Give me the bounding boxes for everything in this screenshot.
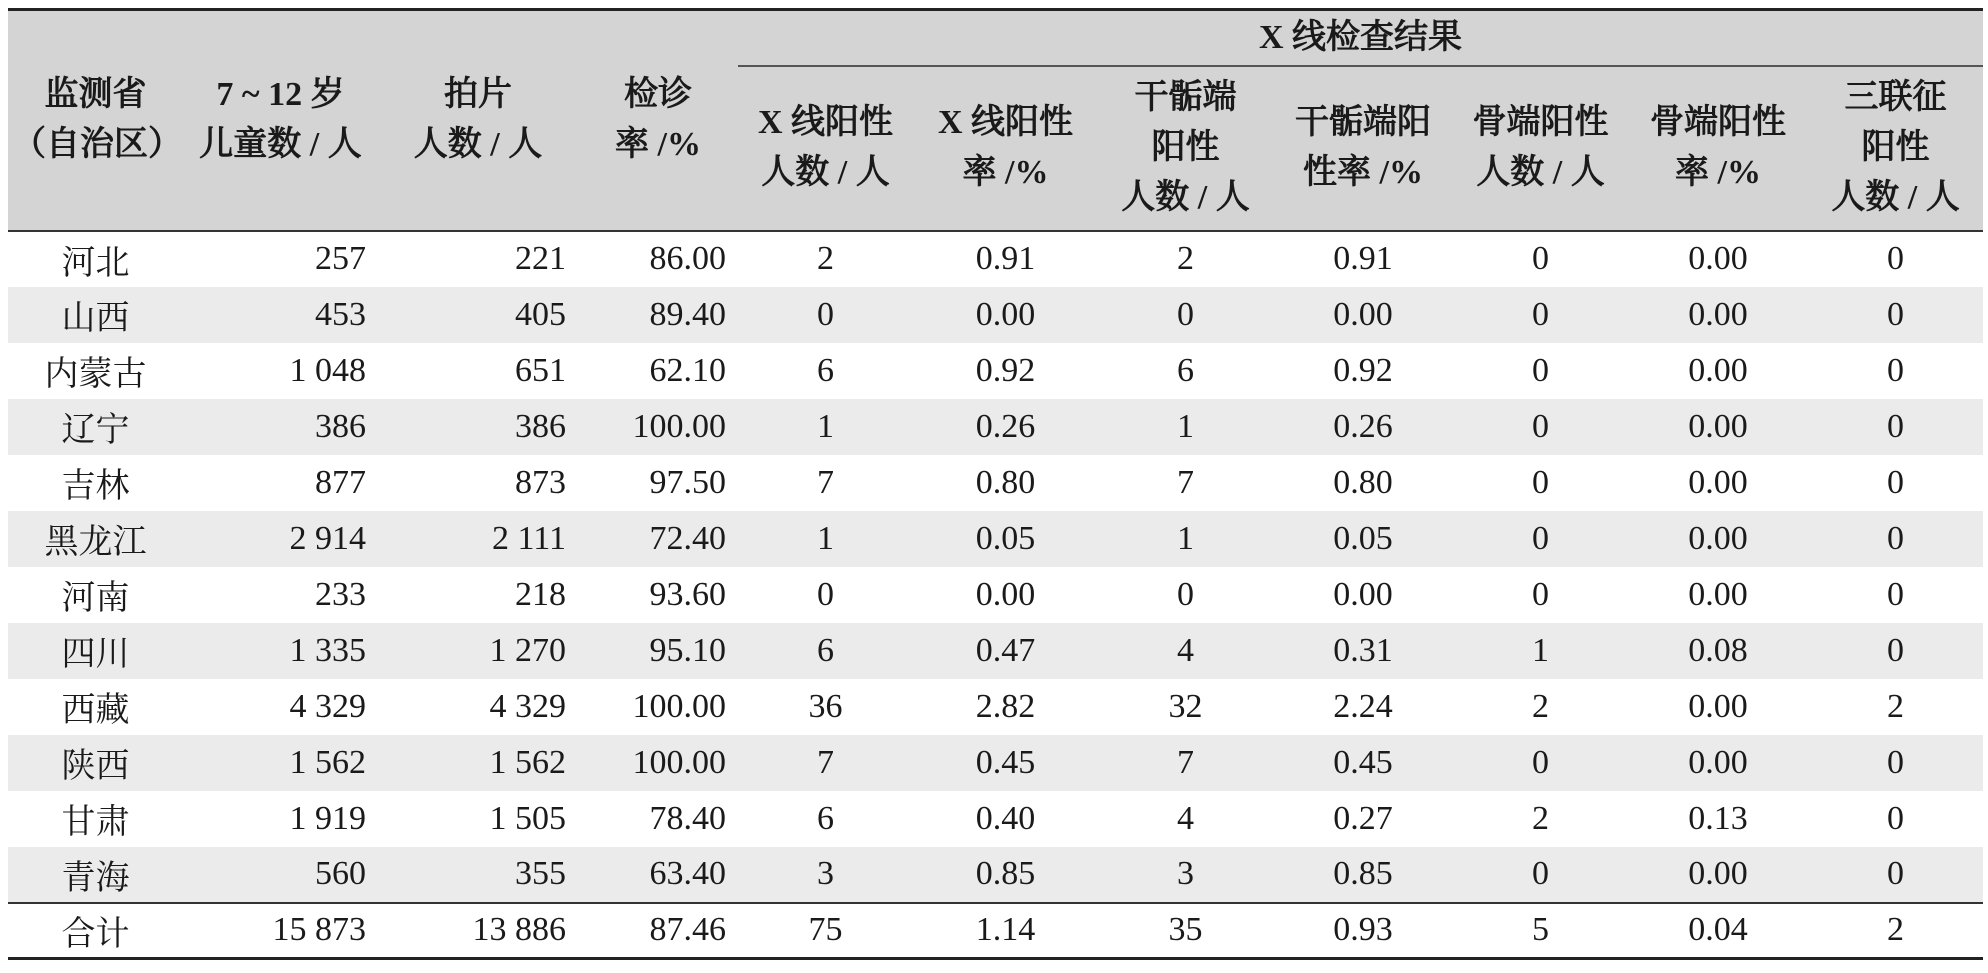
cell-triad-pos-count: 0 <box>1887 240 1905 277</box>
cell-children: 233 <box>315 575 366 613</box>
cell-exam-rate: 100.00 <box>578 399 738 455</box>
cell-bone-end-pos-count: 2 <box>1532 799 1549 837</box>
cell-bone-end-pos-rate: 0.13 <box>1688 799 1748 837</box>
cell-children: 877 <box>315 463 366 501</box>
cell-metaphysis-pos-count: 35 <box>1098 903 1273 959</box>
cell-metaphysis-pos-rate: 0.85 <box>1273 847 1453 903</box>
cell-metaphysis-pos-rate: 2.24 <box>1333 687 1393 725</box>
cell-bone-end-pos-rate: 0.00 <box>1688 687 1748 725</box>
cell-metaphysis-pos-rate: 0.27 <box>1333 799 1393 837</box>
cell-province: 辽宁 <box>8 399 183 455</box>
xray-results-table <box>8 8 1983 960</box>
cell-bone-end-pos-rate: 0.08 <box>1628 623 1808 679</box>
cell-filmed: 873 <box>515 463 566 501</box>
header-triad-pos-count: 三联征 阳性 人数 / 人 <box>1808 66 1983 231</box>
cell-bone-end-pos-count: 0 <box>1453 735 1628 791</box>
cell-children: 4 329 <box>289 687 366 725</box>
cell-xray-pos-rate: 0.92 <box>975 351 1036 389</box>
cell-children: 453 <box>183 287 378 343</box>
cell-bone-end-pos-rate: 0.00 <box>1628 399 1808 455</box>
cell-xray-pos-count: 36 <box>808 687 843 725</box>
header-xray-pos-rate: X 线阳性 率 /% <box>913 66 1098 231</box>
cell-exam-rate: 62.10 <box>649 351 726 389</box>
header-province: 监测省 （自治区） <box>8 10 183 231</box>
cell-xray-pos-count: 7 <box>817 463 834 501</box>
cell-exam-rate: 86.00 <box>649 240 726 277</box>
cell-xray-pos-count: 75 <box>738 903 913 959</box>
cell-bone-end-pos-count: 0 <box>1532 240 1549 277</box>
cell-filmed: 651 <box>515 351 566 389</box>
cell-bone-end-pos-count: 1 <box>1453 623 1628 679</box>
cell-bone-end-pos-rate: 0.00 <box>1628 511 1808 567</box>
cell-xray-pos-count: 0 <box>817 575 834 613</box>
cell-exam-rate: 78.40 <box>649 799 726 837</box>
cell-exam-rate: 97.50 <box>649 463 726 501</box>
cell-metaphysis-pos-count: 32 <box>1168 687 1203 725</box>
cell-children: 257 <box>315 240 366 277</box>
header-metaphysis-pos-rate: 干骺端阳 性率 /% <box>1273 66 1453 231</box>
cell-bone-end-pos-count: 0 <box>1532 463 1549 501</box>
cell-exam-rate: 100.00 <box>632 687 726 725</box>
cell-exam-rate: 63.40 <box>578 847 738 903</box>
cell-triad-pos-count: 0 <box>1808 511 1983 567</box>
table-row <box>8 567 1983 623</box>
cell-triad-pos-count: 0 <box>1808 735 1983 791</box>
cell-filmed: 218 <box>515 575 566 613</box>
cell-province: 青海 <box>8 847 183 903</box>
header-exam-rate: 检诊 率 /% <box>578 10 738 231</box>
cell-xray-pos-count: 6 <box>738 623 913 679</box>
cell-xray-pos-rate: 0.00 <box>913 287 1098 343</box>
cell-filmed: 355 <box>378 847 578 903</box>
cell-filmed: 4 329 <box>489 687 566 725</box>
cell-triad-pos-count: 0 <box>1808 623 1983 679</box>
cell-metaphysis-pos-rate: 0.00 <box>1333 575 1393 613</box>
cell-metaphysis-pos-count: 0 <box>1177 575 1194 613</box>
table-body <box>8 231 1983 959</box>
cell-triad-pos-count: 0 <box>1808 399 1983 455</box>
cell-metaphysis-pos-rate: 0.91 <box>1333 240 1393 277</box>
header-xray-pos-count: X 线阳性 人数 / 人 <box>738 66 913 231</box>
cell-bone-end-pos-count: 0 <box>1453 287 1628 343</box>
table-row <box>8 623 1983 679</box>
cell-filmed: 1 505 <box>489 799 566 837</box>
cell-province: 内蒙古 <box>44 356 147 393</box>
cell-xray-pos-count: 3 <box>738 847 913 903</box>
cell-exam-rate: 95.10 <box>578 623 738 679</box>
cell-xray-pos-count: 1 <box>738 511 913 567</box>
cell-children: 560 <box>183 847 378 903</box>
cell-xray-pos-count: 6 <box>817 351 834 389</box>
cell-province: 陕西 <box>8 735 183 791</box>
cell-triad-pos-count: 2 <box>1887 687 1905 725</box>
cell-province: 河南 <box>61 580 130 617</box>
cell-province: 西藏 <box>61 692 130 729</box>
table-row <box>8 735 1983 791</box>
cell-metaphysis-pos-rate: 0.80 <box>1333 463 1393 501</box>
cell-exam-rate: 87.46 <box>578 903 738 959</box>
cell-province: 河北 <box>61 244 130 282</box>
table-row <box>8 847 1983 903</box>
cell-metaphysis-pos-rate: 0.92 <box>1333 351 1393 389</box>
table-row <box>8 343 1983 399</box>
table-row <box>8 791 1983 847</box>
cell-xray-pos-count: 0 <box>738 287 913 343</box>
cell-metaphysis-pos-rate: 0.93 <box>1273 903 1453 959</box>
cell-metaphysis-pos-count: 0 <box>1098 287 1273 343</box>
cell-xray-pos-count: 6 <box>817 799 834 837</box>
cell-province: 吉林 <box>61 468 130 505</box>
cell-exam-rate: 72.40 <box>578 511 738 567</box>
cell-bone-end-pos-count: 0 <box>1453 511 1628 567</box>
cell-bone-end-pos-rate: 0.00 <box>1688 351 1748 389</box>
cell-xray-pos-rate: 2.82 <box>975 687 1036 725</box>
cell-metaphysis-pos-count: 4 <box>1177 799 1194 837</box>
cell-bone-end-pos-rate: 0.00 <box>1688 463 1748 501</box>
cell-bone-end-pos-count: 0 <box>1532 351 1549 389</box>
cell-children: 15 873 <box>183 903 378 959</box>
cell-filmed: 13 886 <box>378 903 578 959</box>
cell-triad-pos-count: 0 <box>1808 287 1983 343</box>
cell-bone-end-pos-rate: 0.00 <box>1688 575 1748 613</box>
cell-bone-end-pos-count: 0 <box>1453 847 1628 903</box>
cell-filmed: 405 <box>378 287 578 343</box>
table-row <box>8 511 1983 567</box>
data-table-container <box>8 8 1983 960</box>
table-row <box>8 287 1983 343</box>
cell-province: 四川 <box>8 623 183 679</box>
cell-metaphysis-pos-rate: 0.00 <box>1273 287 1453 343</box>
cell-exam-rate: 93.60 <box>649 575 726 613</box>
cell-xray-pos-rate: 0.45 <box>913 735 1098 791</box>
cell-filmed: 1 270 <box>378 623 578 679</box>
cell-children: 1 562 <box>183 735 378 791</box>
cell-xray-pos-rate: 1.14 <box>913 903 1098 959</box>
cell-xray-pos-rate: 0.00 <box>975 575 1036 613</box>
cell-metaphysis-pos-count: 7 <box>1098 735 1273 791</box>
cell-metaphysis-pos-rate: 0.05 <box>1273 511 1453 567</box>
cell-bone-end-pos-count: 0 <box>1532 575 1549 613</box>
cell-metaphysis-pos-count: 1 <box>1098 511 1273 567</box>
cell-bone-end-pos-count: 2 <box>1532 687 1549 725</box>
cell-province: 山西 <box>8 287 183 343</box>
header-bone-end-pos-count: 骨端阳性 人数 / 人 <box>1453 66 1628 231</box>
cell-xray-pos-rate: 0.80 <box>975 463 1036 501</box>
cell-xray-pos-rate: 0.85 <box>913 847 1098 903</box>
cell-children: 1 919 <box>289 799 366 837</box>
cell-xray-pos-rate: 0.05 <box>913 511 1098 567</box>
cell-exam-rate: 100.00 <box>578 735 738 791</box>
table-row <box>8 399 1983 455</box>
cell-metaphysis-pos-rate: 0.26 <box>1273 399 1453 455</box>
cell-exam-rate: 89.40 <box>578 287 738 343</box>
cell-triad-pos-count: 0 <box>1887 799 1905 837</box>
cell-metaphysis-pos-rate: 0.45 <box>1273 735 1453 791</box>
cell-metaphysis-pos-count: 2 <box>1177 240 1194 277</box>
cell-triad-pos-count: 2 <box>1808 903 1983 959</box>
table-row-total <box>8 903 1983 959</box>
cell-filmed: 1 562 <box>378 735 578 791</box>
header-bone-end-pos-rate: 骨端阳性 率 /% <box>1628 66 1808 231</box>
cell-triad-pos-count: 0 <box>1808 847 1983 903</box>
cell-filmed: 2 111 <box>378 511 578 567</box>
cell-bone-end-pos-count: 0 <box>1453 399 1628 455</box>
cell-metaphysis-pos-count: 1 <box>1098 399 1273 455</box>
cell-metaphysis-pos-count: 7 <box>1177 463 1194 501</box>
cell-triad-pos-count: 0 <box>1887 463 1905 501</box>
cell-filmed: 386 <box>378 399 578 455</box>
header-filmed: 拍片 人数 / 人 <box>378 10 578 231</box>
cell-xray-pos-rate: 0.91 <box>975 240 1036 277</box>
cell-bone-end-pos-rate: 0.00 <box>1628 735 1808 791</box>
header-children: 7 ~ 12 岁 儿童数 / 人 <box>183 10 378 231</box>
cell-metaphysis-pos-count: 6 <box>1177 351 1194 389</box>
cell-children: 386 <box>183 399 378 455</box>
cell-bone-end-pos-rate: 0.04 <box>1628 903 1808 959</box>
cell-metaphysis-pos-count: 3 <box>1098 847 1273 903</box>
cell-xray-pos-rate: 0.26 <box>913 399 1098 455</box>
table-row <box>8 231 1983 287</box>
cell-bone-end-pos-count: 5 <box>1453 903 1628 959</box>
cell-bone-end-pos-rate: 0.00 <box>1688 240 1748 277</box>
cell-xray-pos-rate: 0.40 <box>975 799 1036 837</box>
cell-xray-pos-rate: 0.47 <box>913 623 1098 679</box>
cell-triad-pos-count: 0 <box>1887 351 1905 389</box>
cell-triad-pos-count: 0 <box>1887 575 1905 613</box>
cell-province: 合计 <box>8 903 183 959</box>
cell-metaphysis-pos-count: 4 <box>1098 623 1273 679</box>
cell-children: 2 914 <box>183 511 378 567</box>
cell-bone-end-pos-rate: 0.00 <box>1628 287 1808 343</box>
table-header <box>8 10 1983 231</box>
header-group-xray-results: X 线检查结果 <box>738 10 1983 66</box>
cell-xray-pos-count: 2 <box>817 240 834 277</box>
cell-filmed: 221 <box>515 240 566 277</box>
cell-province: 甘肃 <box>61 804 130 841</box>
table-row <box>8 455 1983 511</box>
cell-metaphysis-pos-rate: 0.31 <box>1273 623 1453 679</box>
cell-province: 黑龙江 <box>8 511 183 567</box>
cell-xray-pos-count: 1 <box>738 399 913 455</box>
header-metaphysis-pos-count: 干骺端 阳性 人数 / 人 <box>1098 66 1273 231</box>
cell-xray-pos-count: 7 <box>738 735 913 791</box>
cell-children: 1 335 <box>183 623 378 679</box>
cell-children: 1 048 <box>289 351 366 389</box>
cell-bone-end-pos-rate: 0.00 <box>1628 847 1808 903</box>
table-row <box>8 679 1983 735</box>
